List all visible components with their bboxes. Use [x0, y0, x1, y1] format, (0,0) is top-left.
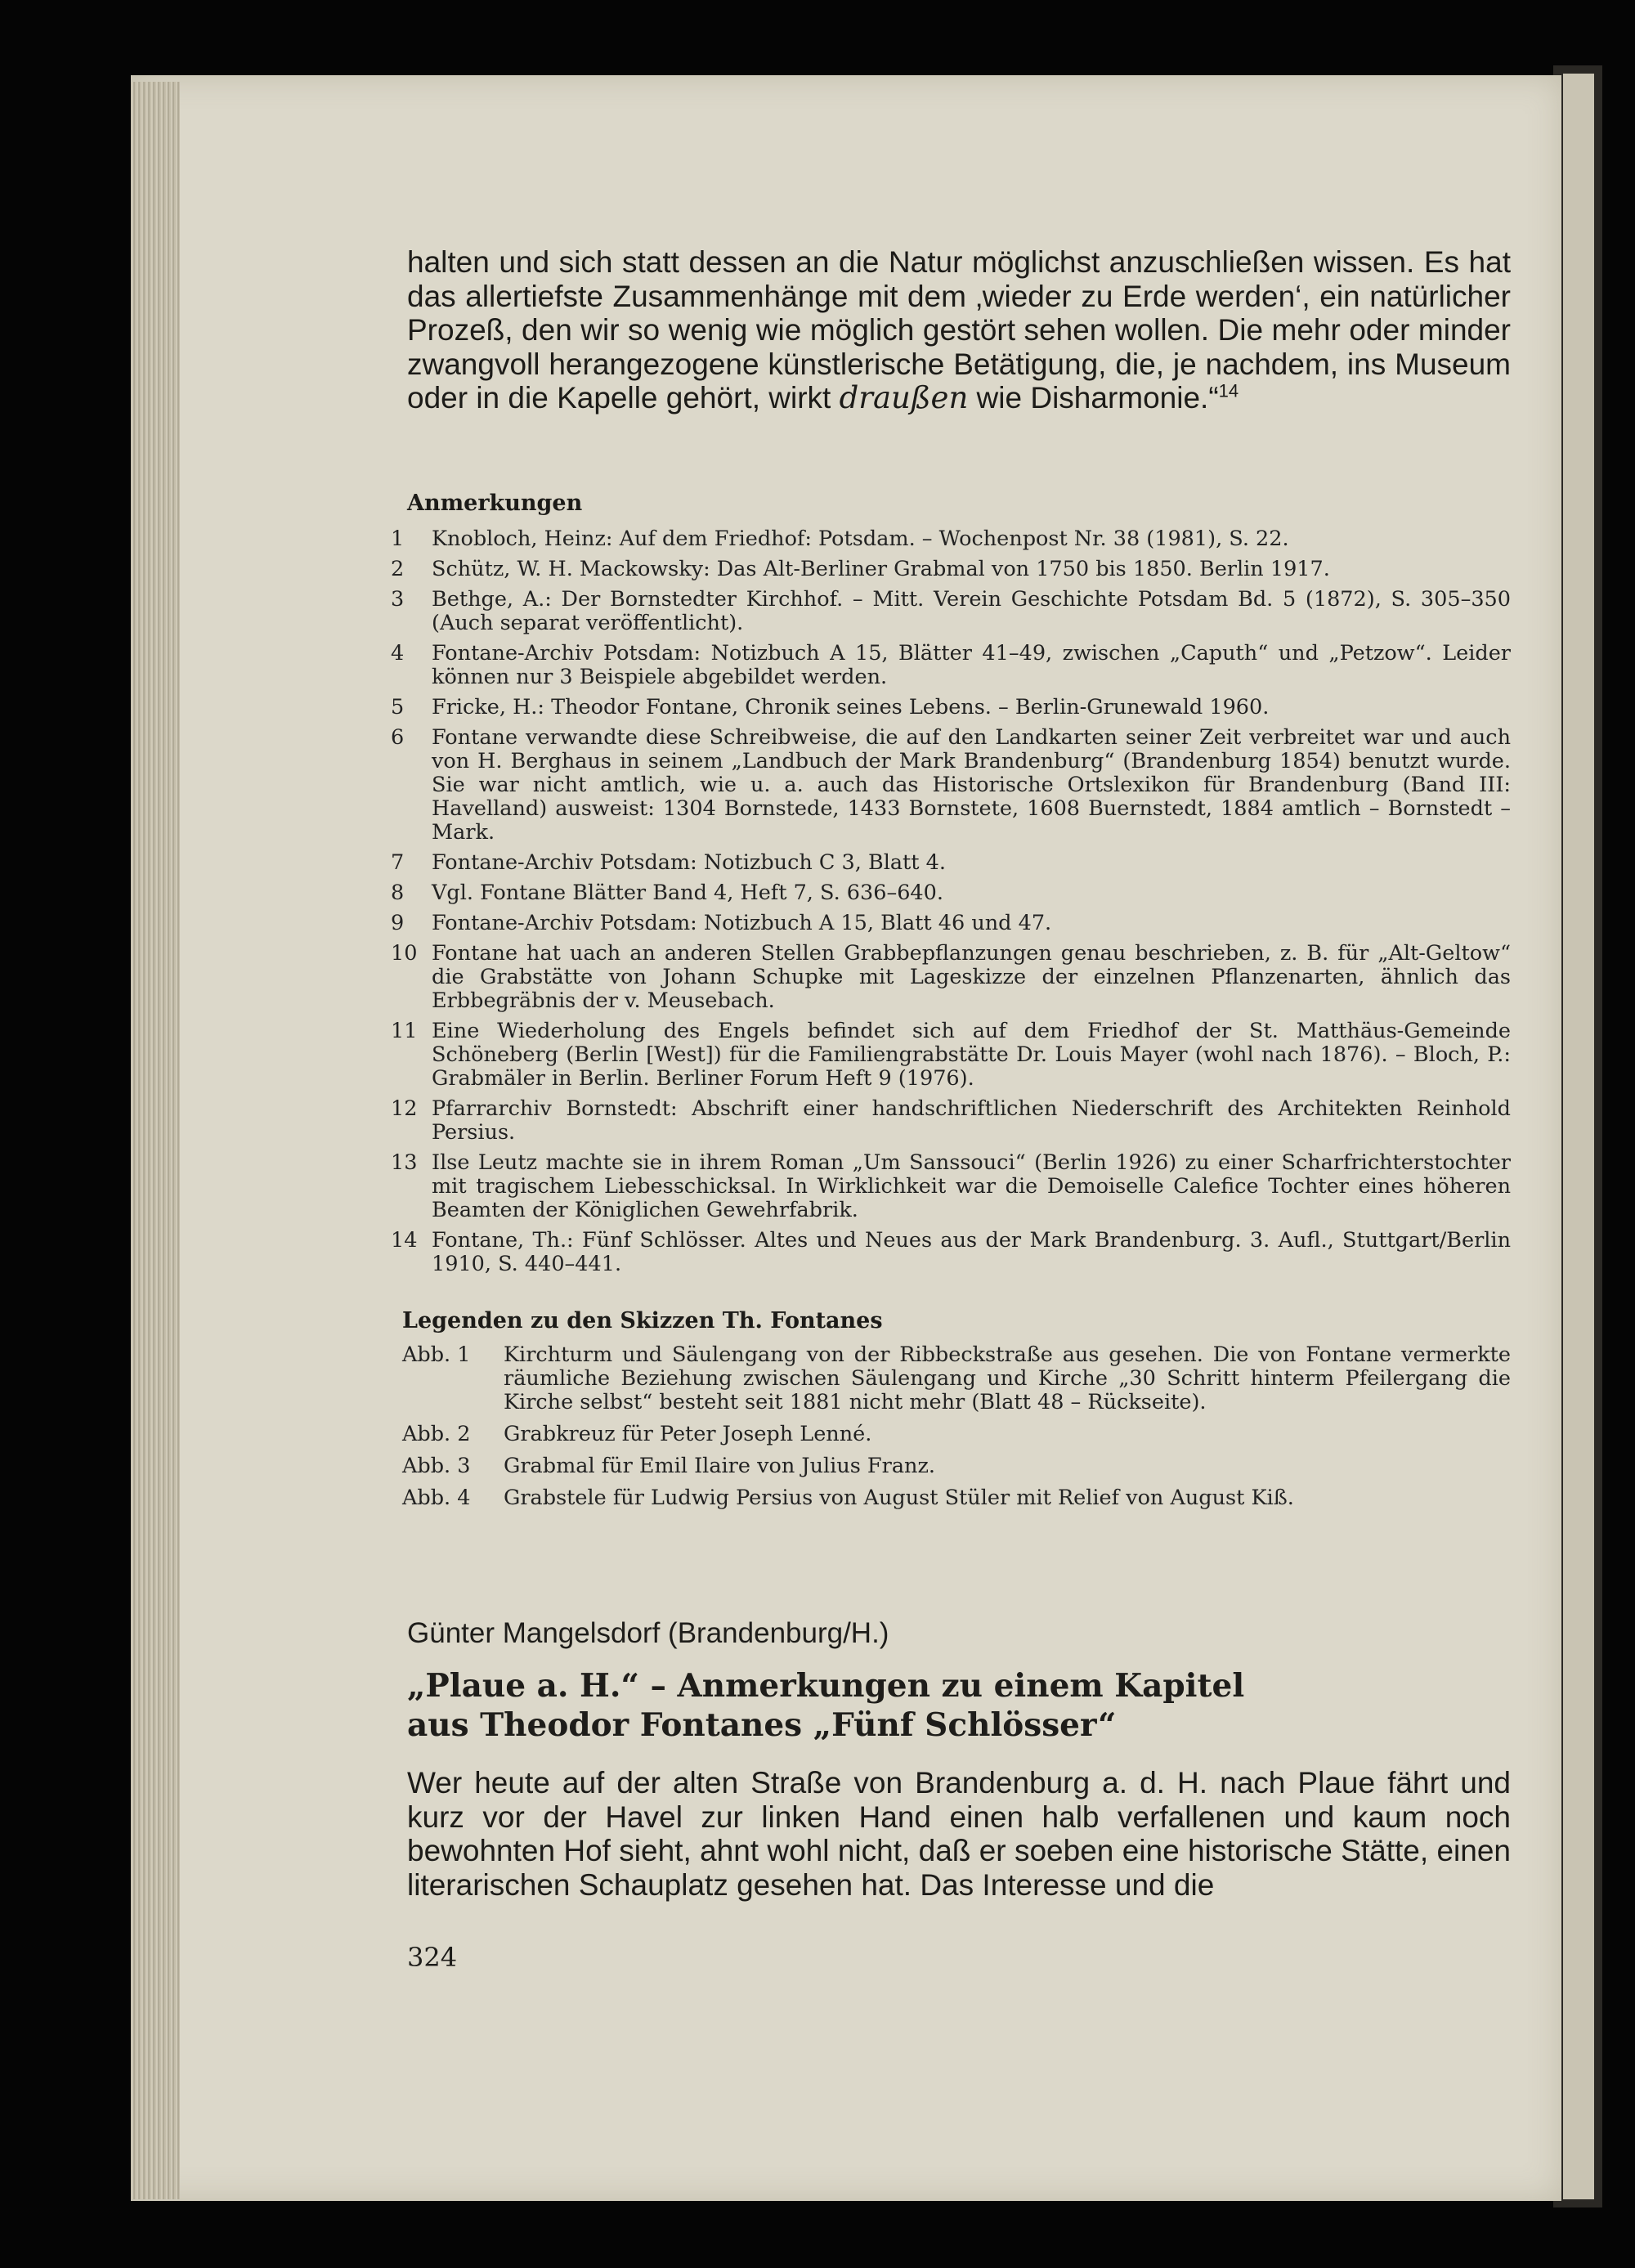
next-page-strip [1563, 74, 1594, 2199]
note-item [391, 912, 1511, 935]
legend-item [402, 1486, 1511, 1510]
note-number: 1 [391, 527, 405, 551]
note-text: Fontane hat uach an anderen Stellen Grabbepflanzungen genau beschrieben, z. B. für „Alt-Geltow“ die Grabstätte von Johann Schupke mit Lageskizze der einzelnen Pflanzenarten, ähnlich das Erbbegräbnis der v. Meusebach. [432, 941, 1511, 1013]
note-item [391, 527, 1511, 551]
note-text: Fontane-Archiv Potsdam: Notizbuch A 15, Blätter 41–49, zwischen „Caputh“ und „Petzow“. Leider können nur 3 Beispiele abgebildet werden. [432, 641, 1511, 689]
note-item [391, 1097, 1511, 1145]
legend-label: Abb. 4 [402, 1486, 471, 1510]
legend-label: Abb. 3 [402, 1454, 471, 1478]
notes-heading: Anmerkungen [407, 491, 583, 516]
note-number: 6 [391, 725, 405, 750]
note-number: 5 [391, 695, 405, 719]
note-text: Fontane-Archiv Potsdam: Notizbuch A 15, Blatt 46 und 47. [432, 911, 1052, 935]
intro-text: halten und sich statt dessen an die Natur möglichst anzuschließen wissen. Es hat das allertiefste Zusammenhänge mit dem ‚wieder zu Erde werden‘, ein natürlicher Prozeß, den wir so wenig wie möglich gestört sehen wollen. Die mehr oder minder zwangvoll herangezogene künstlerische Betätigung, die, je nachdem, ins Museum oder in die Kapelle gehört, wirkt [407, 245, 1511, 415]
note-text: Fontane-Archiv Potsdam: Notizbuch C 3, Blatt 4. [432, 850, 946, 875]
note-number: 10 [391, 941, 418, 966]
note-item [391, 1151, 1511, 1222]
notes-list [391, 527, 1511, 1283]
note-number: 2 [391, 557, 405, 581]
note-item [391, 851, 1511, 875]
note-number: 11 [391, 1019, 418, 1043]
note-text: Fontane verwandte diese Schreibweise, die auf den Landkarten seiner Zeit verbreitet war und auch von H. Berghaus in seinem „Landbuch der Mark Brandenburg“ (Brandenburg 1854) benutzt wurde. Sie war nicht amtlich, wie u. a. auch das Historische Ortslexikon für Brandenburg (Band III: Havelland) ausweist: 1304 Bornstede, 1433 Bornstete, 1608 Buernstedt, 1884 amtlich – Bornstedt – Mark. [432, 725, 1511, 845]
legend-text: Kirchturm und Säulengang von der Ribbeckstraße aus gesehen. Die von Fontane vermerkte räumliche Beziehung zwischen Säulengang und Kirche „30 Schritt hinterm Pfeilergang die Kirche selbst“ besteht seit 1881 nicht mehr (Blatt 48 – Rückseite). [504, 1342, 1511, 1414]
note-text: Fontane, Th.: Fünf Schlösser. Altes und Neues aus der Mark Brandenburg. 3. Aufl., Stuttgart/Berlin 1910, S. 440–441. [432, 1228, 1511, 1276]
legend-item [402, 1343, 1511, 1414]
note-text: Knobloch, Heinz: Auf dem Friedhof: Potsdam. – Wochenpost Nr. 38 (1981), S. 22. [432, 527, 1289, 551]
note-number: 8 [391, 881, 405, 905]
note-item [391, 1020, 1511, 1091]
article-author: Günter Mangelsdorf (Brandenburg/H.) [407, 1617, 889, 1649]
article-title-line-2: aus Theodor Fontanes „Fünf Schlösser“ [407, 1706, 1117, 1744]
note-item [391, 558, 1511, 581]
article-title [407, 1666, 1511, 1745]
legend-label: Abb. 1 [402, 1342, 471, 1367]
article-title-line-1: „Plaue a. H.“ – Anmerkungen zu einem Kapitel [407, 1667, 1245, 1705]
intro-emphasis: draußen [839, 380, 969, 415]
page-stack-edges [131, 82, 180, 2199]
note-item [391, 942, 1511, 1013]
note-item [391, 642, 1511, 689]
legend-text: Grabkreuz für Peter Joseph Lenné. [504, 1422, 872, 1446]
legend-item [402, 1423, 1511, 1446]
note-item [391, 1229, 1511, 1276]
note-text: Ilse Leutz machte sie in ihrem Roman „Um Sanssouci“ (Berlin 1926) zu einer Scharfrichterstochter mit tragischem Liebesschicksal. In Wirklichkeit war die Demoiselle Calefice Tochter eines höheren Beamten der Königlichen Gewehrfabrik. [432, 1150, 1511, 1222]
note-number: 14 [391, 1228, 418, 1253]
note-text: Fricke, H.: Theodor Fontane, Chronik seines Lebens. – Berlin-Grunewald 1960. [432, 695, 1270, 719]
note-number: 3 [391, 587, 405, 612]
note-item [391, 588, 1511, 635]
note-item [391, 881, 1511, 905]
note-text: Pfarrarchiv Bornstedt: Abschrift einer handschriftlichen Niederschrift des Architekten Reinhold Persius. [432, 1096, 1511, 1145]
legend-text: Grabstele für Ludwig Persius von August Stüler mit Relief von August Kiß. [504, 1486, 1294, 1510]
page-content [391, 245, 1511, 1973]
legend-heading: Legenden zu den Skizzen Th. Fontanes [402, 1308, 883, 1333]
legend-label: Abb. 2 [402, 1422, 471, 1446]
intro-paragraph [407, 245, 1511, 415]
legend-list [402, 1343, 1511, 1518]
legend-text: Grabmal für Emil Ilaire von Julius Franz. [504, 1454, 935, 1478]
article-body: Wer heute auf der alten Straße von Brandenburg a. d. H. nach Plaue fährt und kurz vor der Havel zur linken Hand einen halb verfallenen und kaum noch bewohnten Hof sieht, ahnt wohl nicht, daß er soeben eine historische Stätte, einen literarischen Schauplatz gesehen hat. Das Interesse und die [407, 1766, 1511, 1902]
note-item [391, 726, 1511, 845]
footnote-reference: 14 [1218, 380, 1239, 401]
intro-tail: wie Disharmonie.“ [968, 381, 1219, 415]
note-text: Schütz, W. H. Mackowsky: Das Alt-Berliner Grabmal von 1750 bis 1850. Berlin 1917. [432, 557, 1330, 581]
note-text: Eine Wiederholung des Engels befindet sich auf dem Friedhof der St. Matthäus-Gemeinde Schöneberg (Berlin [West]) für die Familiengrabstätte Dr. Louis Mayer (wohl nach 1876). – Bloch, P.: Grabmäler in Berlin. Berliner Forum Heft 9 (1976). [432, 1019, 1511, 1091]
page-number: 324 [407, 1942, 458, 1973]
note-number: 12 [391, 1096, 418, 1121]
note-text: Bethge, A.: Der Bornstedter Kirchhof. – Mitt. Verein Geschichte Potsdam Bd. 5 (1872), S. 305–350 (Auch separat veröffentlicht). [432, 587, 1511, 635]
note-item [391, 696, 1511, 719]
note-number: 7 [391, 850, 405, 875]
note-number: 13 [391, 1150, 418, 1175]
note-number: 9 [391, 911, 405, 935]
note-text: Vgl. Fontane Blätter Band 4, Heft 7, S. 636–640. [432, 881, 943, 905]
legend-item [402, 1454, 1511, 1478]
note-number: 4 [391, 641, 405, 666]
